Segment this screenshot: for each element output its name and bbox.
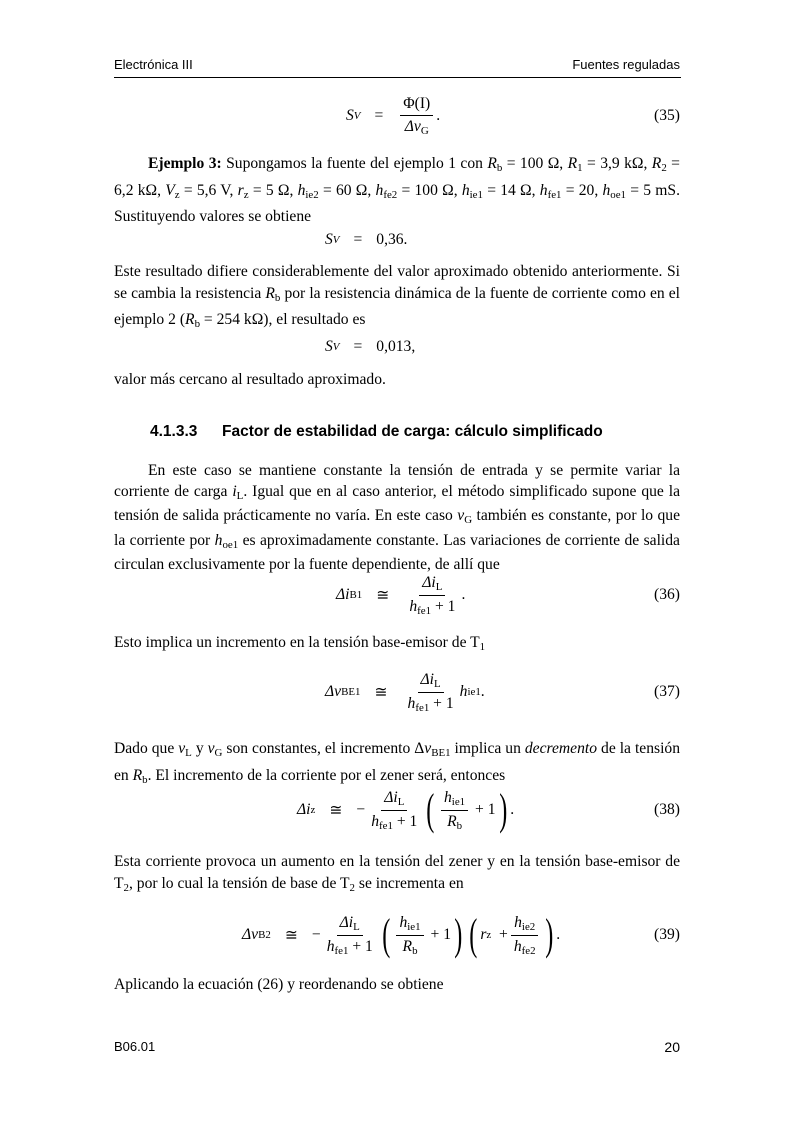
text-run: h bbox=[602, 181, 611, 199]
text-run: implica un bbox=[450, 740, 525, 757]
text-run: . El incremento de la corriente por el zener será, entonces bbox=[147, 766, 506, 784]
text-run: = 100 Ω, bbox=[397, 181, 462, 199]
num-sub: L bbox=[435, 580, 443, 593]
paragraph-esto bbox=[114, 632, 680, 659]
eq-relation: ≅ bbox=[284, 926, 298, 944]
text-run: y bbox=[191, 740, 208, 757]
text-run: = 5 Ω, bbox=[248, 181, 298, 199]
eq-lhs: Δv bbox=[325, 683, 342, 700]
subscript: 2 bbox=[349, 881, 355, 894]
subscript: ie1 bbox=[469, 188, 483, 201]
subscript: b bbox=[194, 318, 201, 330]
denominator bbox=[511, 936, 539, 957]
subscript: 2 bbox=[661, 162, 667, 174]
text-run: R bbox=[185, 311, 195, 328]
r-sub: z bbox=[486, 929, 492, 941]
r-var: r bbox=[480, 926, 487, 943]
eq-tail: . bbox=[480, 683, 485, 700]
paragraph-esta bbox=[114, 851, 680, 899]
subscript: b bbox=[274, 291, 281, 304]
text-run: = 5 mS. Sustituyendo valores se obtiene bbox=[114, 181, 680, 225]
text-run: En este caso se mantiene constante la tensión de entrada y se permite variar la corriente de carga bbox=[114, 462, 680, 500]
subscript: G bbox=[464, 514, 473, 526]
eq-lhs: S bbox=[325, 338, 333, 355]
equation-number: (39) bbox=[654, 926, 680, 943]
plus: + bbox=[499, 926, 508, 943]
den-var: R bbox=[447, 812, 457, 830]
denominator bbox=[406, 596, 458, 617]
den-tail: + 1 bbox=[392, 812, 418, 830]
text-run: R bbox=[132, 766, 143, 784]
text-run: Esto implica un incremento en la tensión base-emisor de T bbox=[114, 634, 480, 651]
numerator bbox=[396, 914, 423, 936]
den-sub: b bbox=[412, 944, 418, 957]
eq-fraction bbox=[324, 914, 376, 957]
text-run: h bbox=[214, 531, 223, 549]
paragraph-caso bbox=[114, 461, 680, 576]
den-var: h bbox=[326, 937, 335, 955]
equation-sv-0013 bbox=[114, 317, 680, 377]
equation-35 bbox=[114, 86, 680, 146]
text-run: de la tensión en bbox=[114, 740, 680, 784]
equation-number: (37) bbox=[654, 683, 680, 700]
text-run: Dado que bbox=[114, 740, 179, 757]
num-sub: L bbox=[397, 795, 405, 808]
eq-fraction bbox=[368, 789, 420, 832]
text-run: valor más cercano al resultado aproximado. bbox=[114, 371, 386, 388]
den-sub: fe1 bbox=[415, 701, 430, 714]
eq-relation: ≅ bbox=[329, 801, 343, 819]
num-sub: ie1 bbox=[407, 920, 421, 933]
den-tail: + 1 bbox=[348, 937, 373, 955]
text-run: h bbox=[297, 181, 306, 199]
denominator bbox=[324, 936, 376, 957]
den-var: h bbox=[371, 812, 380, 830]
subscript: 1 bbox=[577, 162, 583, 174]
den-var: Δv bbox=[404, 118, 421, 135]
text-run: decremento bbox=[524, 740, 598, 757]
eq-sub: V bbox=[332, 341, 340, 353]
subscript: G bbox=[214, 747, 223, 759]
plus: + bbox=[475, 801, 484, 818]
subscript: z bbox=[174, 188, 180, 201]
paragraph-aplicando bbox=[114, 974, 680, 996]
inner-fraction bbox=[396, 914, 423, 957]
denominator bbox=[368, 811, 420, 832]
den-var: h bbox=[513, 937, 522, 955]
equation-36 bbox=[114, 565, 680, 625]
text-run: = 14 Ω, bbox=[482, 181, 540, 199]
equation-number: (35) bbox=[654, 107, 680, 124]
den-sub: fe1 bbox=[417, 604, 432, 617]
text-run: Aplicando la ecuación (26) y reordenando se obtiene bbox=[114, 976, 444, 993]
left-paren: ( bbox=[468, 910, 478, 959]
den-var: h bbox=[409, 597, 418, 615]
text-run: = 254 kΩ), el resultado es bbox=[200, 311, 366, 328]
den-sub: b bbox=[456, 819, 463, 832]
numerator bbox=[441, 789, 468, 811]
eq-tail: . bbox=[510, 801, 515, 818]
subscript: 2 bbox=[123, 881, 129, 894]
left-paren: ( bbox=[382, 910, 391, 959]
text-run: v bbox=[207, 740, 215, 757]
text-run: Supongamos la fuente del ejemplo 1 con bbox=[221, 155, 488, 172]
text-run: , por lo cual la tensión de base de T bbox=[128, 874, 350, 892]
one: 1 bbox=[487, 801, 496, 818]
section-title: Factor de estabilidad de carga: cálculo simplificado bbox=[222, 423, 603, 440]
eq-sub: B1 bbox=[349, 589, 363, 601]
plus: + bbox=[430, 926, 440, 943]
numerator bbox=[418, 671, 444, 693]
mult-var: h bbox=[459, 683, 468, 700]
eq-lhs: S bbox=[346, 107, 354, 124]
eq-sub: V bbox=[353, 110, 361, 122]
numerator: Φ(I) bbox=[400, 95, 433, 116]
eq-fraction bbox=[400, 95, 433, 137]
text-run: V bbox=[165, 181, 175, 199]
section-heading bbox=[150, 423, 603, 441]
page-number: 20 bbox=[664, 1039, 680, 1055]
text-run: v bbox=[424, 740, 432, 757]
numerator bbox=[381, 789, 407, 811]
subscript: b bbox=[496, 162, 503, 174]
eq-value: 0,013, bbox=[376, 338, 416, 355]
text-run: r bbox=[237, 181, 244, 199]
text-run: es aproximadamente constante. Las variaciones de corriente de salida circulan exclusivamente por la fuente dependiente, de allí que bbox=[114, 531, 680, 573]
mult-sub: ie1 bbox=[467, 686, 481, 698]
text-run: R bbox=[651, 155, 662, 172]
text-run: v bbox=[457, 507, 465, 524]
eq-fraction bbox=[405, 671, 457, 714]
paragraph-valor bbox=[114, 369, 680, 391]
inner-fraction bbox=[441, 789, 468, 832]
text-run: Este resultado difiere considerablemente del valor aproximado obtenido anteriormente. Si se cambia la resistencia bbox=[114, 263, 680, 302]
eq-lhs: Δi bbox=[297, 801, 311, 818]
den-sub: fe1 bbox=[379, 819, 393, 832]
right-paren: ) bbox=[454, 910, 463, 959]
header-course: Electrónica III bbox=[114, 57, 193, 72]
eq-relation: ≅ bbox=[376, 586, 390, 604]
numerator bbox=[337, 914, 363, 936]
num-var: h bbox=[399, 913, 408, 931]
text-run: R bbox=[567, 155, 578, 172]
equation-38 bbox=[114, 780, 680, 840]
text-run: h bbox=[461, 181, 470, 199]
header-chapter: Fuentes reguladas bbox=[572, 57, 680, 72]
den-sub: fe1 bbox=[334, 944, 349, 957]
second-fraction bbox=[511, 914, 539, 957]
den-tail: + 1 bbox=[431, 597, 456, 615]
eq-sub: V bbox=[332, 234, 340, 246]
subscript: b bbox=[142, 773, 148, 786]
text-run: también es constante, por lo que la corriente por bbox=[114, 507, 681, 549]
num-var: Δi bbox=[384, 788, 398, 806]
subscript: oe1 bbox=[610, 188, 627, 201]
eq-relation: = bbox=[374, 107, 384, 124]
equation-39 bbox=[114, 905, 680, 965]
subscript: fe1 bbox=[547, 188, 562, 201]
eq-sub: z bbox=[310, 804, 316, 816]
one: 1 bbox=[443, 926, 451, 943]
num-sub: L bbox=[434, 677, 441, 690]
text-run: = 100 Ω, bbox=[502, 155, 568, 172]
den-sub: fe2 bbox=[521, 944, 536, 957]
eq-relation: = bbox=[353, 338, 363, 355]
subscript: L bbox=[185, 747, 192, 759]
text-run: = 5,6 V, bbox=[179, 181, 238, 199]
num-sub: ie2 bbox=[521, 920, 536, 933]
eq-fraction bbox=[406, 574, 458, 617]
subscript: ie2 bbox=[305, 188, 319, 201]
denominator bbox=[444, 811, 465, 832]
subscript: BE1 bbox=[431, 747, 451, 759]
num-var: Δi bbox=[339, 913, 354, 931]
section-number: 4.1.3.3 bbox=[150, 423, 198, 440]
num-var: Δi bbox=[422, 573, 436, 591]
minus: − bbox=[311, 926, 321, 943]
text-run: i bbox=[232, 482, 237, 500]
num-var: h bbox=[514, 913, 522, 931]
subscript: z bbox=[243, 188, 249, 201]
denominator bbox=[402, 116, 432, 137]
numerator bbox=[511, 914, 538, 936]
header-rule bbox=[114, 77, 681, 78]
den-var: h bbox=[407, 694, 416, 712]
den-sub: G bbox=[420, 125, 429, 137]
eq-tail: . bbox=[461, 586, 466, 603]
equation-number: (36) bbox=[654, 586, 680, 603]
subscript: L bbox=[236, 489, 244, 502]
num-var: h bbox=[444, 788, 452, 806]
text-run: . Igual que en al caso anterior, el método simplificado supone que la tensión de salida prácticamente no varía. En este caso bbox=[114, 482, 680, 524]
eq-tail: . bbox=[436, 107, 441, 124]
num-sub: L bbox=[353, 920, 360, 933]
eq-tail: . bbox=[556, 926, 561, 943]
text-run: R bbox=[487, 155, 497, 172]
left-paren: ( bbox=[426, 785, 435, 834]
eq-relation: ≅ bbox=[374, 683, 388, 701]
text-run: Ejemplo 3: bbox=[148, 155, 222, 172]
text-run: Esta corriente provoca un aumento en la tensión del zener y en la tensión base-emisor de T bbox=[114, 853, 680, 892]
minus: − bbox=[356, 801, 366, 818]
num-sub: ie1 bbox=[451, 795, 466, 808]
eq-sub: BE1 bbox=[341, 686, 361, 698]
text-run: = 3,9 kΩ, bbox=[582, 155, 652, 172]
text-run: = 60 Ω, bbox=[318, 181, 376, 199]
numerator bbox=[419, 574, 445, 596]
text-run: R bbox=[265, 284, 275, 302]
text-run: h bbox=[539, 181, 548, 199]
text-run: h bbox=[375, 181, 384, 199]
eq-lhs: Δi bbox=[336, 586, 350, 603]
eq-relation: = bbox=[353, 231, 363, 248]
subscript: 1 bbox=[479, 641, 486, 653]
num-var: Δi bbox=[420, 670, 435, 688]
text-run: se incrementa en bbox=[355, 874, 464, 892]
subscript: fe2 bbox=[383, 188, 398, 201]
eq-value: 0,36. bbox=[376, 231, 408, 248]
equation-number: (38) bbox=[654, 801, 680, 818]
footer-code: B06.01 bbox=[114, 1039, 156, 1054]
eq-sub: B2 bbox=[258, 929, 271, 941]
denominator bbox=[405, 693, 457, 714]
text-run: por la resistencia dinámica de la fuente de corriente como en el ejemplo 2 ( bbox=[114, 284, 680, 328]
den-var: R bbox=[402, 937, 413, 955]
subscript: oe1 bbox=[222, 538, 239, 551]
equation-37 bbox=[114, 662, 680, 722]
denominator bbox=[400, 936, 421, 957]
text-run: v bbox=[178, 740, 186, 757]
eq-lhs: Δv bbox=[242, 926, 259, 943]
text-run: = 6,2 kΩ, bbox=[114, 155, 680, 199]
text-run: son constantes, el incremento Δ bbox=[222, 740, 425, 757]
eq-lhs: S bbox=[325, 231, 333, 248]
right-paren: ) bbox=[544, 910, 553, 959]
right-paren: ) bbox=[498, 785, 507, 834]
den-tail: + 1 bbox=[429, 694, 454, 712]
text-run: = 20, bbox=[561, 181, 603, 199]
